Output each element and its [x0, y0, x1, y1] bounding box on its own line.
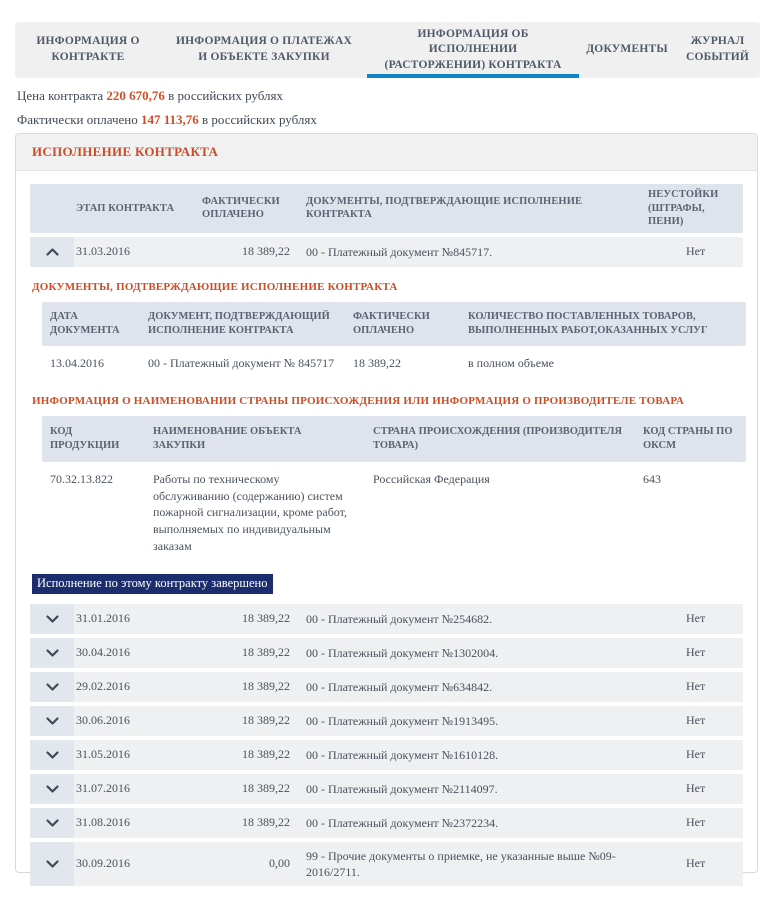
expand-row-button[interactable]: [30, 638, 74, 668]
chevron-down-icon: [46, 819, 59, 827]
stage-row: [30, 672, 743, 702]
doc-paid: 18 389,22: [353, 355, 401, 370]
stage-date: 31.08.2016: [74, 808, 202, 838]
header-penalties: НЕУСТОЙКИ (ШТРАФЫ, ПЕНИ): [648, 189, 719, 228]
expand-row-button[interactable]: [30, 604, 74, 634]
stage-penalties: Нет: [636, 706, 743, 736]
stage-paid: 18 389,22: [202, 740, 300, 770]
chevron-down-icon: [46, 751, 59, 759]
doc-quantity: в полном объеме: [468, 355, 554, 370]
stage-date: 31.05.2016: [74, 740, 202, 770]
expand-row-button[interactable]: [30, 740, 74, 770]
header-paid: ФАКТИЧЕСКИ ОПЛАЧЕНО: [202, 195, 280, 221]
chevron-down-icon: [46, 649, 59, 657]
stage-row: [30, 638, 743, 668]
confirm-doc-row: [42, 348, 746, 379]
stage-date: 31.03.2016: [74, 237, 202, 267]
chevron-up-icon: [46, 248, 59, 256]
doc-date: 13.04.2016: [50, 355, 104, 370]
header-documents: ДОКУМЕНТЫ, ПОДТВЕРЖДАЮЩИЕ ИСПОЛНЕНИЕ КОНТРАКТА: [306, 195, 583, 221]
tab-execution-info[interactable]: ИНФОРМАЦИЯ ОБ ИСПОЛНЕНИИ (РАСТОРЖЕНИИ) КОНТРАКТА: [367, 22, 579, 78]
stage-row: [30, 604, 743, 634]
stage-row: [30, 706, 743, 736]
origin-section-title: ИНФОРМАЦИЯ О НАИМЕНОВАНИИ СТРАНЫ ПРОИСХОЖДЕНИЯ ИЛИ ИНФОРМАЦИЯ О ПРОИЗВОДИТЕЛЕ ТОВАРА: [32, 394, 685, 407]
paid-amount-line: [17, 112, 317, 128]
stage-documents: 00 - Платежный документ №254682.: [300, 604, 636, 634]
chevron-down-icon: [46, 683, 59, 691]
stage-date: 30.09.2016: [74, 842, 202, 886]
stage-date: 29.02.2016: [74, 672, 202, 702]
stage-documents: 00 - Платежный документ №1610128.: [300, 740, 636, 770]
stage-paid: 18 389,22: [202, 774, 300, 804]
chevron-down-icon: [46, 860, 59, 868]
stage-row-expanded: [30, 237, 743, 267]
confirm-docs-header: [42, 302, 746, 346]
header-oksm-code: КОД СТРАНЫ ПО ОКСМ: [643, 425, 733, 451]
expand-row-button[interactable]: [30, 706, 74, 736]
stage-date: 30.06.2016: [74, 706, 202, 736]
paid-amount-suffix: в российских рублях: [202, 112, 317, 127]
stage-penalties: Нет: [636, 638, 743, 668]
collapse-row-button[interactable]: [30, 237, 74, 267]
chevron-down-icon: [46, 717, 59, 725]
execution-status-note: Исполнение по этому контракту завершено: [32, 574, 273, 594]
stage-penalties: Нет: [636, 842, 743, 886]
stage-date: 30.04.2016: [74, 638, 202, 668]
object-name: Работы по техническому обслуживанию (содержанию) систем пожарной сигнализации, кроме работ, выполняемых по индивидуальным заказам: [153, 471, 347, 553]
stages-table-header: [30, 184, 743, 233]
tab-payments-info[interactable]: ИНФОРМАЦИЯ О ПЛАТЕЖАХ И ОБЪЕКТЕ ЗАКУПКИ: [175, 35, 353, 63]
stage-date: 31.01.2016: [74, 604, 202, 634]
stage-penalties: Нет: [636, 604, 743, 634]
doc-name: 00 - Платежный документ № 845717: [148, 355, 335, 370]
chevron-down-icon: [46, 785, 59, 793]
tab-contract-info[interactable]: ИНФОРМАЦИЯ О КОНТРАКТЕ: [36, 35, 140, 63]
header-object-name: НАИМЕНОВАНИЕ ОБЪЕКТА ЗАКУПКИ: [153, 425, 302, 451]
stage-paid: 18 389,22: [202, 706, 300, 736]
paid-amount-label: Фактически оплачено: [17, 112, 138, 127]
stage-row: [30, 740, 743, 770]
stage-date: 31.07.2016: [74, 774, 202, 804]
header-product-code: КОД ПРОДУКЦИИ: [50, 425, 120, 451]
stage-penalties: Нет: [636, 672, 743, 702]
paid-amount-value: 147 113,76: [140, 112, 199, 127]
panel-title: ИСПОЛНЕНИЕ КОНТРАКТА: [16, 134, 757, 171]
stage-documents: 00 - Платежный документ №634842.: [300, 672, 636, 702]
stage-paid: 0,00: [202, 842, 300, 886]
origin-row: [42, 464, 746, 562]
stage-paid: 18 389,22: [202, 808, 300, 838]
stage-paid: 18 389,22: [202, 638, 300, 668]
header-doc-name: ДОКУМЕНТ, ПОДТВЕРЖДАЮЩИЙ ИСПОЛНЕНИЕ КОНТРАКТА: [148, 310, 330, 336]
docs-section-title: ДОКУМЕНТЫ, ПОДТВЕРЖДАЮЩИЕ ИСПОЛНЕНИЕ КОНТРАКТА: [32, 280, 398, 293]
tab-documents[interactable]: ДОКУМЕНТЫ: [586, 43, 668, 56]
product-code: 70.32.13.822: [50, 471, 113, 486]
expand-row-button[interactable]: [30, 808, 74, 838]
stage-penalties: Нет: [636, 237, 743, 267]
stage-documents: 99 - Прочие документы о приемке, не указанные выше №09-2016/2711.: [300, 842, 636, 886]
stage-penalties: Нет: [636, 774, 743, 804]
stage-detail: [30, 271, 743, 604]
stage-documents: 00 - Платежный документ №1302004.: [300, 638, 636, 668]
contract-price-suffix: в российских рублях: [168, 88, 283, 103]
stage-row: [30, 842, 743, 886]
expand-row-button[interactable]: [30, 842, 74, 886]
stage-documents: 00 - Платежный документ №845717.: [300, 237, 636, 267]
chevron-down-icon: [46, 615, 59, 623]
header-doc-date: ДАТА ДОКУМЕНТА: [50, 310, 120, 336]
header-doc-quantity: КОЛИЧЕСТВО ПОСТАВЛЕННЫХ ТОВАРОВ, ВЫПОЛНЕННЫХ РАБОТ,ОКАЗАННЫХ УСЛУГ: [468, 310, 708, 336]
tab-event-log[interactable]: ЖУРНАЛ СОБЫТИЙ: [685, 35, 750, 63]
execution-status-line: [30, 568, 743, 604]
stage-row: [30, 774, 743, 804]
stage-paid: 18 389,22: [202, 672, 300, 702]
stage-penalties: Нет: [636, 740, 743, 770]
stage-documents: 00 - Платежный документ №2114097.: [300, 774, 636, 804]
stage-documents: 00 - Платежный документ №2372234.: [300, 808, 636, 838]
expand-row-button[interactable]: [30, 774, 74, 804]
oksm-code: 643: [643, 471, 661, 486]
expand-row-button[interactable]: [30, 672, 74, 702]
stage-row: [30, 808, 743, 838]
origin-table: [42, 416, 746, 562]
contract-price-line: [17, 88, 317, 104]
contract-summary: [17, 88, 317, 136]
header-origin-country: СТРАНА ПРОИСХОЖДЕНИЯ (ПРОИЗВОДИТЕЛЯ ТОВАРА): [373, 425, 623, 451]
stage-paid: 18 389,22: [202, 604, 300, 634]
stage-documents: 00 - Платежный документ №1913495.: [300, 706, 636, 736]
execution-panel: [15, 133, 758, 879]
contract-price-value: 220 670,76: [106, 88, 165, 103]
origin-country: Российская Федерация: [373, 471, 490, 486]
stage-paid: 18 389,22: [202, 237, 300, 267]
header-doc-paid: ФАКТИЧЕСКИ ОПЛАЧЕНО: [353, 310, 430, 336]
stage-penalties: Нет: [636, 808, 743, 838]
header-stage: ЭТАП КОНТРАКТА: [76, 202, 175, 214]
tab-bar: [15, 22, 760, 78]
contract-price-label: Цена контракта: [17, 88, 104, 103]
panel-body: [16, 171, 757, 904]
origin-header: [42, 416, 746, 462]
confirm-docs-table: [42, 302, 746, 379]
